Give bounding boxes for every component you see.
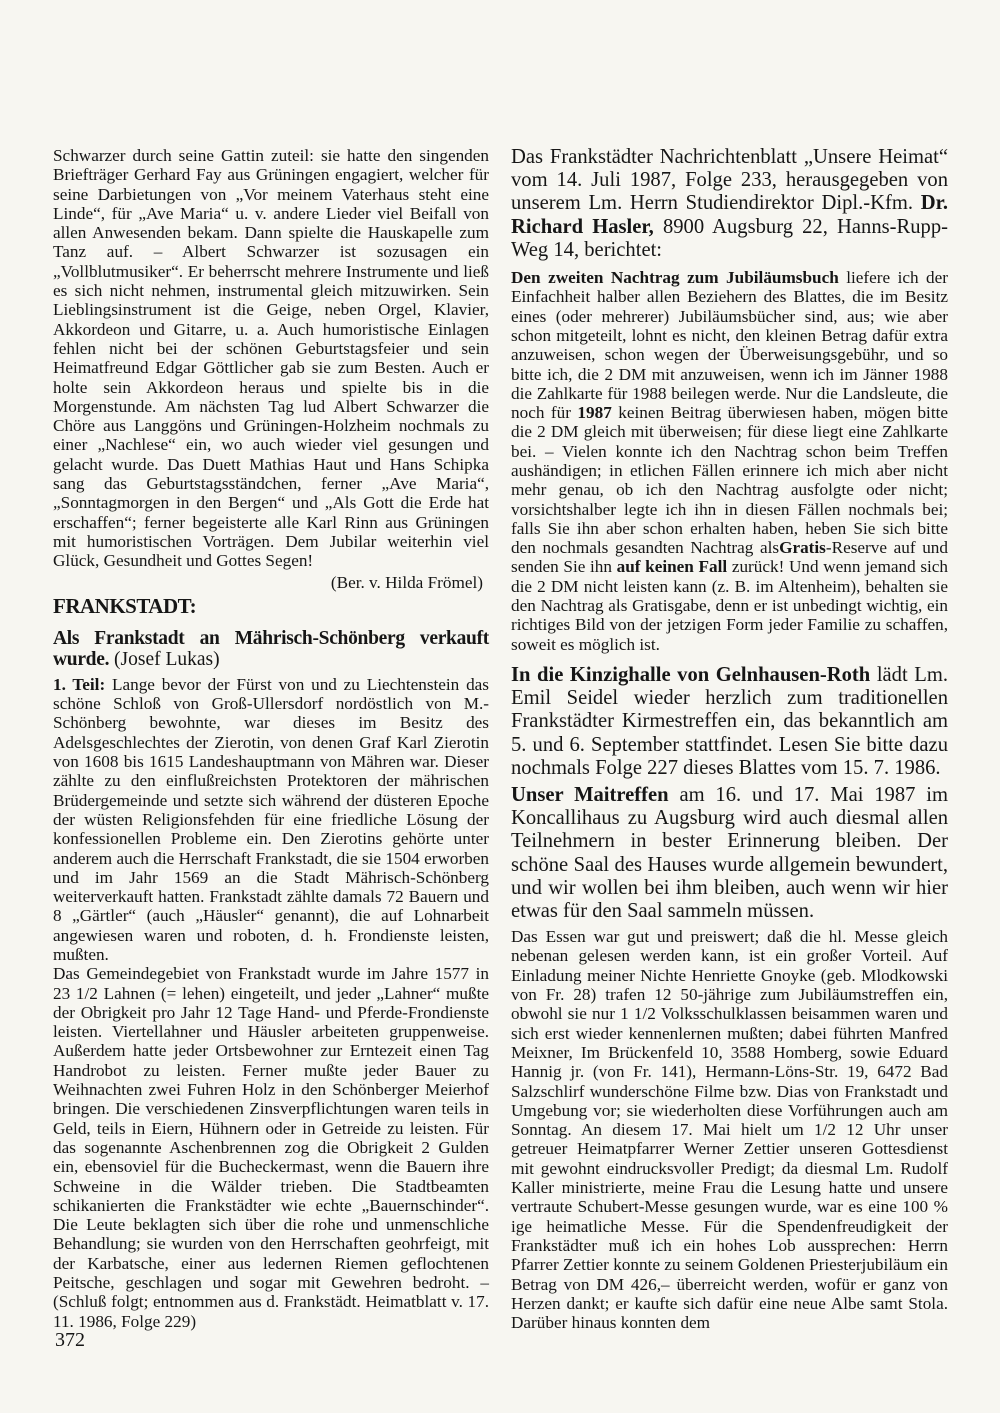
maitreffen-paragraph [511, 784, 948, 923]
intro-text-2: 8900 Augsburg 22, Hanns-Rupp-Weg 14, berichtet: [511, 215, 948, 261]
nachtrag-year: 1987 [577, 403, 612, 423]
intro-author-name: Dr. Richard Hasler, [511, 192, 949, 238]
part-text: Lange bevor der Fürst von und zu Liechtenstein das schöne Schloß von Groß-Ullersdorf nordöstlich von M.-Schönberg bewohnte, war dieses im Besitz des Adelsgeschlechtes der Zierotin, von denen Graf Karl Zierotin von 1608 bis 1615 Landeshauptmann von Mähren war. Dieser zählte zu den einflußreichsten Protektoren der mährischen Brüdergemeinde und setzte sich während der düsteren Epoche der wüsten Religionsfehden für eine friedliche Lösung der konfessionellen Probleme ein. Den Zierotins gehörte unter anderem auch die Herrschaft Frankstadt, die sie 1504 erworben und im Jahr 1569 an die Stadt Mährisch-Schönberg weiterverkauft hatten. Frankstadt zählte damals 72 Bauern und 8 „Gärtler“ (auch „Häusler“ genannt), die auf Lohnarbeit angewiesen waren und roboten, d. h. Frondienste leisten, mußten. [53, 674, 489, 964]
nachtrag-text-3: -Reserve auf und senden Sie ihn [511, 538, 948, 577]
intro-paragraph-right [511, 146, 948, 262]
intro-text-1: Das Frankstädter Nachrichtenblatt „Unsere Heimat“ vom 14. Juli 1987, Folge 233, herausgegeben von unserem Lm. Herrn Studiendirektor Dipl.-Kfm. [511, 146, 948, 215]
paragraph-gemeindegebiet: Das Gemeindegebiet von Frankstadt wurde im Jahre 1577 in 23 1/2 Lahnen (= lehen) eingeteilt, und jeder „Lahner“ mußte der Obrigkeit pro Jahr 12 Tage Hand- und Pferde-Frondienste leisten. Viertellahner und Häusler arbeiteten gruppenweise. Außerdem hatte jeder Ortsbewohner zur Erntezeit einen Tag Handrobot zu leisten. Ferner mußte jeder Bauer zu Weihnachten zwei Fuhren Holz in den Schönberger Meierhof bringen. Die verschiedenen Zinsverpflichtungen waren teils in Geld, teils in Eiern, Hühnern oder in Getreide zu leisten. Für das sogenannte Aschenbrennen zog die Obrigkeit 2 Gulden ein, ebensoviel für die Bucheckermast, wenn die Bauern ihre Schweine in die Wälder trieben. Die Stadtbeamten schikanierten die Frankstädter wie echte „Bauernschinder“. Die Leute beklagten sich über die rohe und unmenschliche Behandlung; sie wurden von den Herrschaften geohrfeigt, mit der Karbatsche, einer aus ledernen Riemen geflochtenen Peitsche, geschlagen und sogar mit Gewehren bedroht. – (Schluß folgt; entnommen aus d. Frankstädt. Heimatblatt v. 17. 11. 1986, Folge 229) [53, 964, 489, 1331]
intro-paragraph: Schwarzer durch seine Gattin zuteil: sie hatte den singenden Briefträger Gerhard Fay aus Grüningen engagiert, welcher für seine Darbietungen von „Vor meinem Vaterhaus steht eine Linde“, für „Ave Maria“ u. v. andere Lieder viel Beifall von allen Anwesenden bekam. Dann spielte die Hauskapelle zum Tanz auf. – Albert Schwarzer ist sozusagen ein „Vollblutmusiker“. Er beherrscht mehrere Instrumente und ließ es sich nicht nehmen, instrumental gleich mitzuwirken. Sein Lieblingsinstrument ist die Geige, neben Orgel, Klavier, Akkordeon und Gitarre, u. a. Auch humoristische Einlagen fehlen nicht bei der schönen Geburtstagsfeier und sein Heimatfreund Edgar Göttlicher gab sie zum Besten. Auch er holte sein Akkordeon heraus und spielte bis in die Morgenstunde. Am nächsten Tag lud Albert Schwarzer die Chöre aus Langgöns und Grüningen-Holzheim nochmals zu einer „Nachlese“ ein, wo auch wieder viel gesungen und gelacht wurde. Das Duett Mathias Haut und Hans Schipka sang das Geburtstagsständchen, ferner „Ave Maria“, „Sonntagmorgen in den Bergen“ und „Als Gott die Erde hat erschaffen“; ferner begeisterte alle Karl Rinn aus Grüningen mit humoristischen Vorträgen. Dem Jubilar weiterhin viel Glück, Gesundheit und Gottes Segen! [53, 146, 489, 571]
nachtrag-bold: auf keinen Fall [616, 557, 728, 577]
nachtrag-text-1: liefere ich der Einfachheit halber allen Beziehern des Blattes, die im Besitz eines (oder mehrerer) Jubiläumsbücher sind, aus; wie aber schon mitgeteilt, lohnt es nicht, den kleinen Betrag dafür extra anzuweisen, schon wegen der Überweisungsgebühr, und so bitte ich, die 2 DM mit anzuweisen, wenn ich im Jänner 1988 die Zahlkarte für 1988 beilegen werde. Nur die Landsleute, die noch für [511, 268, 949, 423]
maitreffen-lead: Unser Maitreffen [511, 783, 669, 806]
page-number: 372 [55, 1329, 85, 1351]
maitreffen-text: am 16. und 17. Mai 1987 im Koncallihaus zu Augsburg wird auch diesmal allen Teilnehmern in bester Erinnerung bleiben. Der schöne Saal des Hauses wurde allgemein bewundert, und wir wollen bei ihm bleiben, auch wenn wir hier etwas für den Saal sammeln müssen. [511, 783, 948, 922]
essen-paragraph: Das Essen war gut und preiswert; daß die hl. Messe gleich nebenan gelesen werden kann, ist ein großer Vorteil. Auf Einladung meiner Nichte Henriette Gnoyke (geb. Mlodkowski von Fr. 28) trafen 12 50-jährige zum Jubiläumstreffen ein, obwohl sie nur 1 1/2 Volksschulklassen beisammen waren und sich erst wieder kennenlernen mußten; dabei führten Manfred Meixner, Im Brückenfeld 10, 3588 Homberg, sowie Eduard Hannig jr. (von Fr. 141), Hermann-Löns-Str. 19, 6472 Bad Salzschlirf wunderschöne Filme bzw. Dias von Frankstadt und Umgebung vor; sie wiederholten diese Vorführungen auch am Sonntag. An diesem 17. Mai hielt um 1/2 12 Uhr unser getreuer Heimatpfarrer Werner Zettier unseren Gottesdienst mit gewohnt eindrucksvoller Predigt; da diesmal Lm. Rudolf Kaller ministrierte, meine Frau die Lesung hatte und unsere vertraute Schubert-Messe gesungen wurde, war es eine 100 % ige heimatliche Messe. Für die Spendenfreudigkeit der Frankstädter muß ich ein hohes Lob aussprechen: Herrn Pfarrer Zettier konnte zu seinem Goldenen Priesterjubiläum ein Betrag von DM 426,– überreicht werden, wofür er ganz von Herzen dankt; er kaufte sich dafür eine neue Albe samt Stola. Darüber hinaus konnten dem [511, 927, 948, 1333]
kinzig-lead: In die Kinzighalle von Gelnhausen-Roth [511, 663, 871, 686]
nachtrag-lead: Den zweiten Nachtrag zum Jubiläumsbuch [511, 268, 839, 288]
attribution: (Ber. v. Hilda Frömel) [330, 572, 483, 592]
article-title-block [53, 628, 489, 671]
right-column [511, 146, 948, 1332]
section-heading: FRANKSTADT: [53, 593, 197, 618]
article-title: Als Frankstadt an Mährisch-Schönberg verkauft wurde. [53, 627, 489, 671]
kinzig-text: lädt Lm. Emil Seidel wieder herzlich zum traditionellen Frankstädter Kirmestreffen ein, das bekanntlich am 5. und 6. September stattfindet. Lesen Sie bitte dazu nochmals Folge 227 dieses Blattes vom 15. 7. 1986. [511, 663, 948, 779]
part-one-paragraph [53, 675, 489, 964]
nachtrag-text-4: zurück! Und wenn jemand sich die 2 DM nicht leisten kann (z. B. im Altenheim), behalten sie den Nachtrag als Gratisgabe, denn er ist unbedingt wichtig, ein richtiges Bild von der jetzigen Form jeder Familie zu schaffen, soweit es möglich ist. [511, 557, 949, 654]
article-author: (Josef Lukas) [114, 649, 220, 671]
nachtrag-gratis: Gratis [779, 538, 826, 558]
kinzig-paragraph [511, 664, 948, 780]
nachtrag-paragraph [511, 268, 948, 654]
part-label: 1. Teil: [53, 674, 106, 694]
left-column [53, 146, 489, 1331]
nachtrag-text-2: keinen Beitrag überwiesen haben, mögen bitte die 2 DM gleich mit überweisen; für diese liegt eine Zahlkarte bei. – Vielen konnte ich den Nachtrag schon beim Treffen aushändigen; in etlichen Fällen erinnere ich mich aber nicht mehr genau, ob ich den Nachtrag ausfolgte oder nicht; vorsichtshalber legte ich ihn in diesen Fällen nochmals bei; falls Sie ihn aber schon erhalten haben, heben Sie sich bitte den nochmals gesandten Nachtrag als [511, 403, 949, 558]
